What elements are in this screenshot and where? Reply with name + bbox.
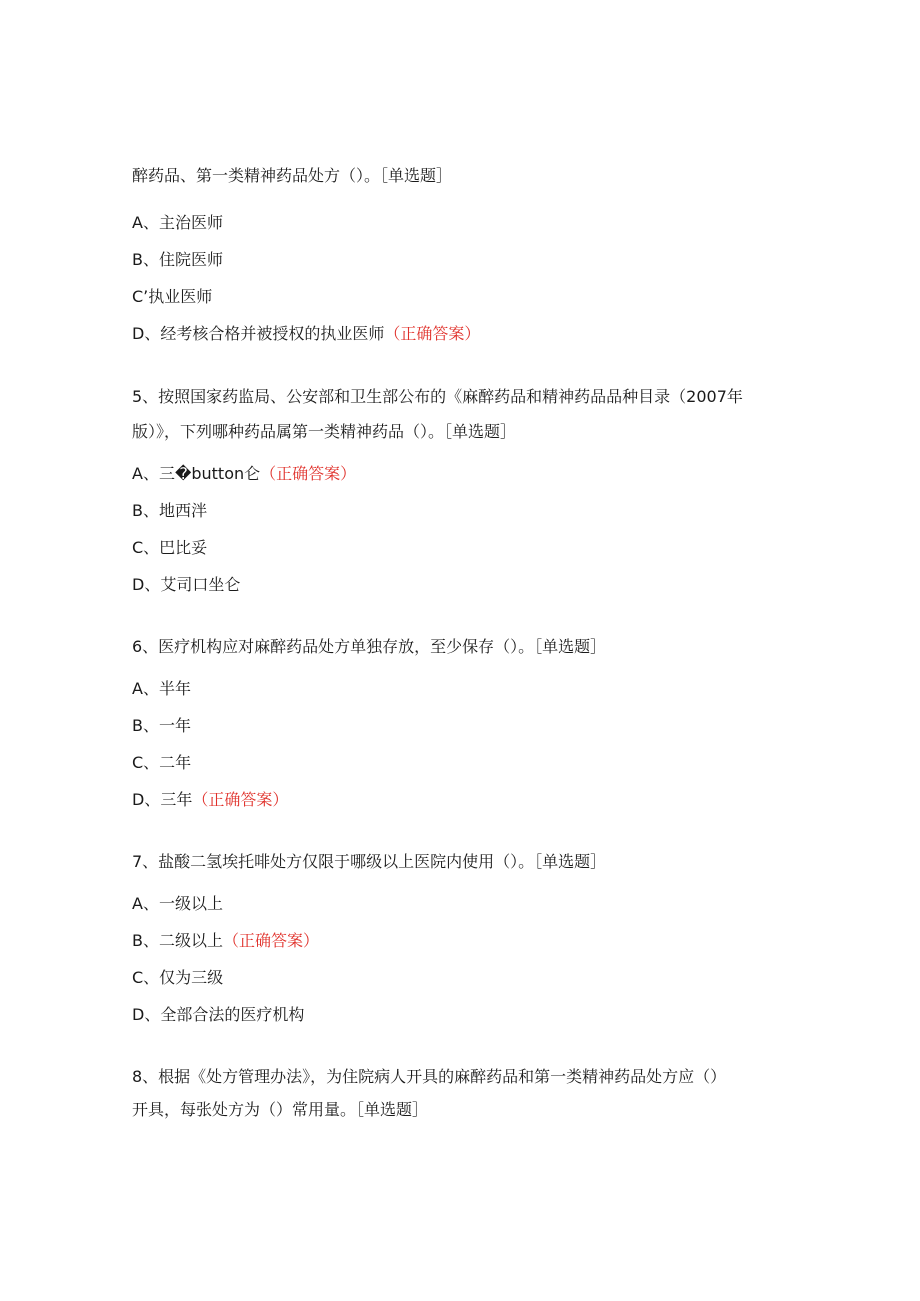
q8-stem-line1: 8、根据《处方管理办法》，为住院病人开具的麻醉药品和第一类精神药品处方应（） [132,1067,727,1086]
q5-stem-line1: 5、按照国家药监局、公安部和卫生部公布的《麻醉药品和精神药品品种目录（2007年 [132,387,743,406]
q6-correct-answer-label: （正确答案） [192,790,289,809]
q6-option-a: A、半年 [132,679,191,698]
q6-option-c: C、二年 [132,753,192,772]
q6-stem: 6、医疗机构应对麻醉药品处方单独存放，至少保存（）。［单选题］ [132,637,607,656]
q7-option-c: C、仅为三级 [132,968,224,987]
q7-option-d: D、全部合法的医疗机构 [132,1005,305,1024]
q7-option-b [132,931,319,951]
q5-option-d: D、艾司口坐仑 [132,575,241,594]
q6-option-b: B、一年 [132,716,191,735]
q8-stem-line2: 开具，每张处方为（）常用量。［单选题］ [132,1100,429,1119]
q7-stem: 7、盐酸二氢埃托啡处方仅限于哪级以上医院内使用（）。［单选题］ [132,852,607,871]
q4-option-a: A、主治医师 [132,213,223,232]
q6-option-d [132,790,288,810]
q5-option-a-text: A、三�button仑 [132,464,261,483]
q4-stem: 醉药品、第一类精神药品处方（）。［单选题］ [132,166,453,185]
q5-option-a [132,464,356,484]
q5-stem-line2: 版）》，下列哪种药品属第一类精神药品（）。［单选题］ [132,422,517,441]
q5-correct-answer-label: （正确答案） [260,464,357,483]
q4-option-c: C’执业医师 [132,287,213,306]
q4-option-d [132,324,480,344]
q4-option-b: B、住院医师 [132,250,223,269]
q6-option-d-text: D、三年 [132,790,193,809]
q5-option-c: C、巴比妥 [132,538,208,557]
q5-option-b: B、地西泮 [132,501,207,520]
q7-option-a: A、一级以上 [132,894,223,913]
q4-option-d-text: D、经考核合格并被授权的执业医师 [132,324,385,343]
q7-correct-answer-label: （正确答案） [222,931,319,950]
q7-option-b-text: B、二级以上 [132,931,223,950]
q4-correct-answer-label: （正确答案） [384,324,481,343]
